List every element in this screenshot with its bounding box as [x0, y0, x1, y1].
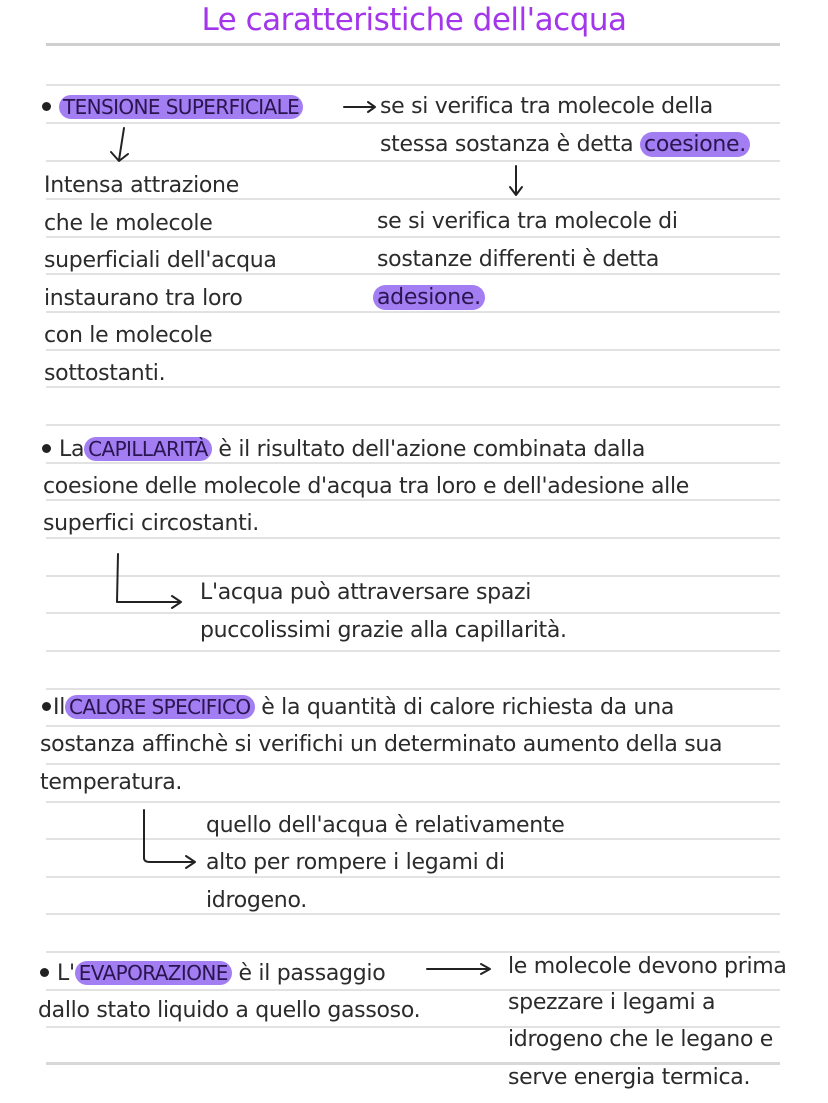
coesione-line-1: se si verifica tra molecole della — [380, 94, 713, 119]
evaporazione-line-2: dallo stato liquido a quello gassoso. — [38, 998, 421, 1023]
evaporazione-note-1: le molecole devono prima — [508, 954, 787, 979]
bullet-icon — [42, 444, 51, 453]
capillarita-line-2: coesione delle molecole d'acqua tra loro e dell'adesione alle — [43, 474, 690, 499]
definition-line: con le molecole — [44, 323, 213, 348]
adesione-line-2: sostanze differenti è detta — [377, 247, 660, 272]
term-calore-specifico: CALORE SPECIFICO — [65, 695, 254, 719]
calore-note-2: alto per rompere i legami di — [206, 850, 505, 875]
title-underline — [46, 43, 780, 46]
evaporazione-line-1-rest: è il passaggio — [238, 961, 386, 986]
calore-line-3: temperatura. — [40, 770, 183, 795]
definition-line: Intensa attrazione — [44, 173, 239, 198]
arrow-right-icon — [342, 100, 378, 114]
capillarita-line-3: superfici circostanti. — [43, 511, 259, 536]
bullet-icon — [42, 702, 51, 711]
term-capillarita: CAPILLARITÀ — [84, 437, 212, 461]
capillarita-note-1: L'acqua può attraversare spazi — [200, 580, 532, 605]
capillarita-line-1 — [42, 434, 645, 465]
ruled-line — [46, 763, 780, 765]
arrow-right-icon — [425, 961, 495, 977]
ruled-line — [46, 612, 780, 614]
ruled-line — [46, 424, 780, 426]
definition-line: superficiali dell'acqua — [44, 248, 277, 273]
definition-line: che le molecole — [44, 211, 213, 236]
adesione-line-1: se si verifica tra molecole di — [377, 209, 678, 234]
calore-note-3: idrogeno. — [206, 888, 307, 913]
ruled-line — [46, 160, 780, 162]
ruled-line — [46, 801, 780, 803]
ruled-line — [46, 688, 780, 690]
arrow-bent-right-icon — [114, 552, 186, 606]
term-tensione-superficiale: TENSIONE SUPERFICIALE — [59, 95, 303, 119]
evaporazione-note-4: serve energia termica. — [508, 1065, 751, 1090]
calore-line-2: sostanza affinchè si verifichi un determinato aumento della sua — [40, 732, 723, 757]
calore-note-1: quello dell'acqua è relativamente — [206, 813, 565, 838]
calore-prefix: Il — [53, 695, 66, 720]
capillarita-prefix: La — [59, 437, 85, 462]
bullet-icon — [40, 968, 49, 977]
coesione-prefix: stessa sostanza è detta — [380, 132, 634, 157]
term-coesione: coesione. — [640, 132, 750, 157]
capillarita-note-2: puccolissimi grazie alla capillarità. — [200, 618, 567, 643]
arrow-down-icon — [506, 164, 526, 198]
capillarita-line-1-rest: è il risultato dell'azione combinata dalla — [218, 437, 646, 462]
page-title: Le caratteristiche dell'acqua — [201, 2, 627, 38]
ruled-line — [46, 913, 780, 915]
bullet-icon — [42, 102, 51, 111]
tensione-heading — [42, 92, 303, 123]
ruled-line — [46, 650, 780, 652]
ruled-line — [46, 84, 780, 86]
evaporazione-note-2: spezzare i legami a — [508, 990, 716, 1015]
evaporazione-line-1 — [40, 958, 385, 989]
ruled-line — [46, 725, 780, 727]
evaporazione-note-3: idrogeno che le legano e — [508, 1027, 774, 1052]
calore-line-1-rest: è la quantità di calore richiesta da una — [261, 695, 675, 720]
evaporazione-prefix: L' — [57, 961, 75, 986]
adesione-line-3 — [373, 283, 485, 313]
term-evaporazione: EVAPORAZIONE — [75, 961, 232, 985]
definition-line: instaurano tra loro — [44, 286, 243, 311]
arrow-down-icon — [108, 126, 132, 164]
coesione-line-2 — [380, 130, 750, 160]
definition-line: sottostanti. — [44, 361, 166, 386]
calore-line-1 — [42, 692, 674, 723]
arrow-bent-right-icon — [140, 808, 200, 866]
term-adesione: adesione. — [373, 285, 485, 310]
